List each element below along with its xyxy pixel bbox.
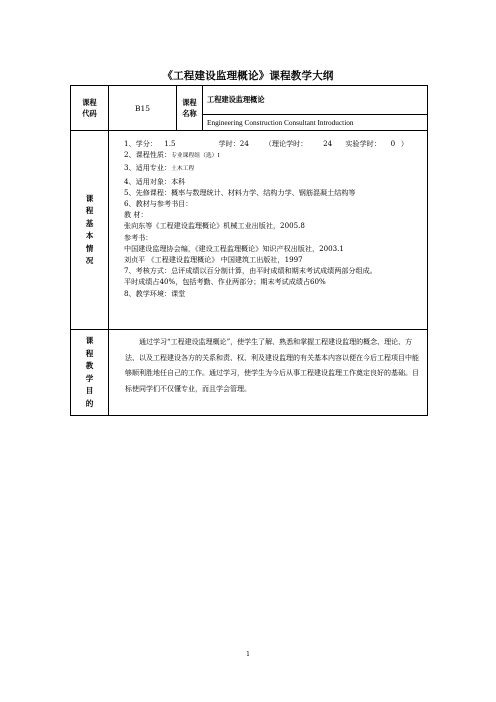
- course-code-value: B15: [109, 86, 177, 131]
- purpose-row: [71, 330, 428, 416]
- reference-1: 中国建设监理协会编，《建设工程监理概论》知识产权出版社，2003.1: [124, 243, 344, 253]
- course-name-label: 课程名称: [177, 86, 203, 131]
- books-heading: 6、教材与参考书目：: [124, 199, 193, 209]
- major-line: [124, 162, 427, 175]
- refs-label: 参考书：: [124, 232, 153, 242]
- course-name-cn: 工程建设监理概论: [203, 86, 428, 115]
- basic-info-label-char: 情: [85, 243, 94, 253]
- purpose-label-char: 学: [85, 373, 94, 383]
- basic-info-label-char: 课: [85, 193, 94, 203]
- purpose-text: 通过学习“工程建设监理概论”，使学生了解、熟悉和掌握工程建设监理的概念、理论、方法、以及工程建设各方的关系和责、权、利及建设监理的有关基本内容以便在今后工程项目中能够顺利胜地任自己的工作。通过学习，使学生为今后从事工程建设监理工作奠定良好的基础。目标使同学们不仅懂专业，而且学会管理。: [125, 338, 419, 393]
- theory-hours-value: 24: [323, 139, 333, 148]
- environment-line: 8、教学环境：课堂: [124, 288, 186, 298]
- credit-line: [124, 138, 427, 149]
- credit-value: 1.5: [164, 139, 176, 148]
- basic-info-label-char: 况: [85, 256, 94, 265]
- course-outline-table: [70, 85, 428, 416]
- basic-info-label-char: 本: [85, 231, 94, 240]
- header-row-cn: [71, 86, 428, 115]
- purpose-label-char: 的: [85, 398, 94, 408]
- lab-hours-value: 0: [390, 139, 396, 148]
- reference-2: 刘贞平 《工程建设监理概论》 中国建筑工出版社，1997: [124, 255, 303, 265]
- nature-value: 专业课程组（选）Ⅰ: [171, 153, 220, 160]
- purpose-label-char: 课: [85, 336, 94, 345]
- nature-line: [124, 149, 427, 162]
- lab-hours-label: 实验学时：: [345, 139, 381, 148]
- purpose-label: [71, 330, 109, 416]
- purpose-label-char: 程: [85, 348, 94, 358]
- major-value: 土木工程: [171, 166, 195, 173]
- course-code-label: 课程代码: [71, 86, 109, 131]
- basic-info-content: [109, 131, 428, 330]
- basic-info-label-char: 基: [85, 218, 94, 228]
- textbook-label: 教 材：: [124, 210, 148, 220]
- assessment-line-1: 7、考核方式：总评成绩以百分制计算，由平时成绩和期末考试成绩两部分组成。: [124, 266, 377, 276]
- basic-info-label-char: 程: [85, 206, 94, 215]
- page-number: 1: [246, 651, 250, 658]
- basic-info-label: [71, 131, 109, 330]
- major-label: 3、适用专业：: [124, 163, 172, 173]
- purpose-label-char: 目: [85, 386, 94, 395]
- target-line: 4、适用对象：本科: [124, 176, 186, 186]
- theory-hours-label: （理论学时：: [264, 139, 308, 148]
- prereq-line: 5、先修课程：概率与数理统计、材料力学、结构力学、钢筋混凝土结构等: [124, 187, 356, 197]
- hours-label: 学时：24: [218, 139, 249, 148]
- basic-info-row: [71, 131, 428, 330]
- document-title: 《工程建设监理概论》课程教学大纲: [162, 70, 334, 82]
- purpose-label-char: 教: [85, 361, 94, 370]
- textbook-line: 张向东等《工程建设监理概论》机械工业出版社，2005.8: [124, 221, 305, 231]
- credit-label: 1、学分：: [124, 139, 157, 148]
- nature-label: 2、课程性质：: [124, 150, 172, 160]
- course-name-en: Engineering Construction Consultant Introduction: [203, 115, 428, 131]
- assessment-line-2: 平时成绩占40%，包括考勤、作业两部分；期末考试成绩占60%: [124, 277, 326, 287]
- lab-hours-close: ）: [400, 139, 408, 148]
- purpose-content: [109, 330, 428, 416]
